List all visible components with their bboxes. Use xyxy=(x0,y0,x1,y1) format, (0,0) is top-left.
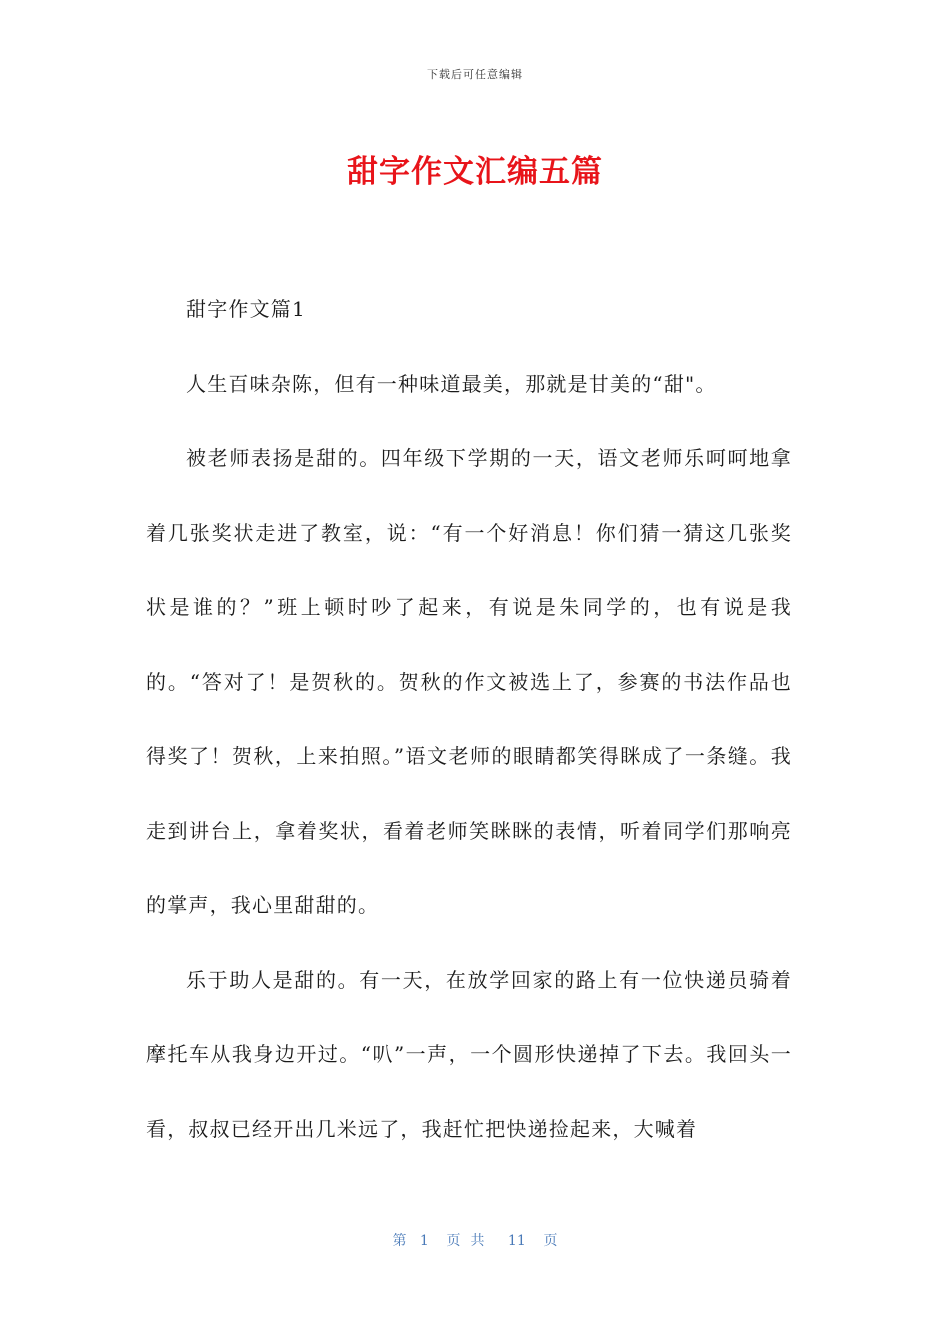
header-note: 下载后可任意编辑 xyxy=(427,68,523,81)
footer-total-pages: 11 xyxy=(507,1233,526,1249)
paragraph: 人生百味杂陈，但有一种味道最美，那就是甘美的“甜"。 xyxy=(186,371,717,396)
footer-prefix: 第 xyxy=(392,1233,407,1249)
footer-suffix: 页 xyxy=(543,1233,558,1249)
page-footer xyxy=(0,1230,950,1250)
paragraph: 乐于助人是甜的。有一天，在放学回家的路上有一位快递员骑着摩托车从我身边开过。“叭”一声，一个圆形快递掉了下去。我回头一看，叔叔已经开出几米远了，我赶忙把快递捡起来，大喊着 xyxy=(146,967,792,1141)
document-title: 甜字作文汇编五篇 xyxy=(347,154,603,190)
document-body xyxy=(146,272,792,1166)
paragraph: 被老师表扬是甜的。四年级下学期的一天，语文老师乐呵呵地拿着几张奖状走进了教室，说：“有一个好消息！你们猜一猜这几张奖状是谁的？”班上顿时吵了起来，有说是朱同学的，也有说是我的。“答对了！是贺秋的。贺秋的作文被选上了，参赛的书法作品也得奖了！贺秋，上来拍照。”语文老师的眼睛都笑得眯成了一条缝。我走到讲台上，拿着奖状，看着老师笑眯眯的表情，听着同学们那响亮的掌声，我心里甜甜的。 xyxy=(146,446,792,917)
section-heading: 甜字作文篇1 xyxy=(186,297,306,321)
footer-middle: 页共 xyxy=(446,1233,495,1249)
footer-current-page: 1 xyxy=(419,1233,429,1249)
